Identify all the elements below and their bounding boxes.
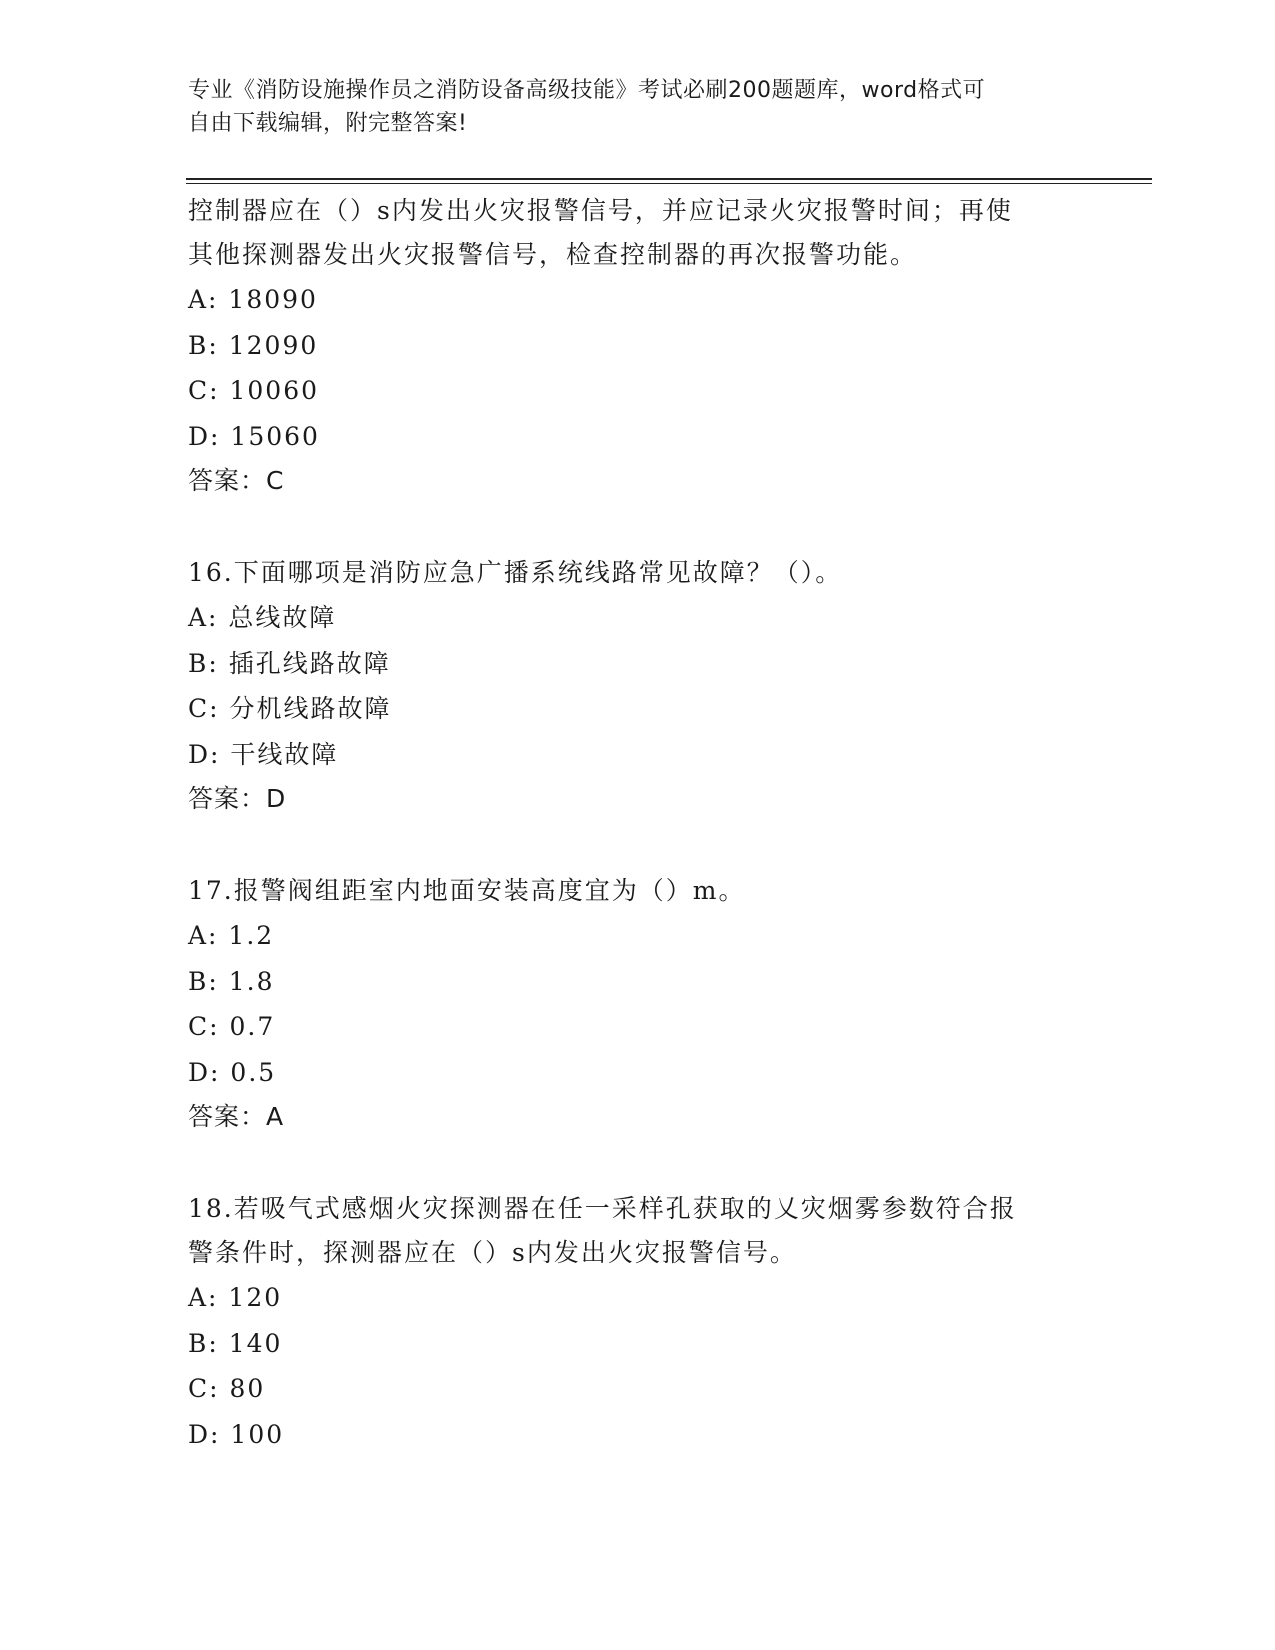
option-c: C: 10060 xyxy=(188,376,320,405)
question-16 xyxy=(188,551,1088,821)
question-15-continued xyxy=(188,189,1088,503)
question-stem-line: 控制器应在（）s内发出火灾报警信号，并应记录火灾报警时间；再使 xyxy=(188,196,1013,225)
option-d: D: 0.5 xyxy=(188,1057,277,1087)
document-header xyxy=(188,74,1088,140)
option-a: A: 18090 xyxy=(188,285,318,314)
answer-line: 答案：A xyxy=(188,1102,285,1131)
option-a: A: 1.2 xyxy=(188,921,275,950)
question-stem-line: 警条件时，探测器应在（）s内发出火灾报警信号。 xyxy=(188,1238,797,1267)
option-d: D: 100 xyxy=(188,1419,285,1449)
option-c: C: 80 xyxy=(188,1374,266,1403)
answer-line: 答案：D xyxy=(188,784,287,813)
option-c: C: 0.7 xyxy=(188,1012,276,1041)
header-divider xyxy=(186,178,1152,184)
option-b: B: 插孔线路故障 xyxy=(188,648,391,678)
question-stem-line: 其他探测器发出火灾报警信号，检查控制器的再次报警功能。 xyxy=(188,240,918,269)
question-stem-line: 18.若吸气式感烟火灾探测器在任一采样孔获取的乂灾烟雾参数符合报 xyxy=(188,1194,1017,1223)
option-b: B: 12090 xyxy=(188,330,319,360)
question-stem-line: 17.报警阀组距室内地面安装高度宜为（）m。 xyxy=(188,876,746,905)
option-a: A: 总线故障 xyxy=(188,603,337,632)
option-a: A: 120 xyxy=(188,1283,283,1312)
option-b: B: 140 xyxy=(188,1328,283,1358)
question-18 xyxy=(188,1187,1088,1457)
option-d: D: 15060 xyxy=(188,421,320,451)
option-c: C: 分机线路故障 xyxy=(188,694,392,723)
option-b: B: 1.8 xyxy=(188,966,275,996)
answer-line: 答案：C xyxy=(188,466,285,495)
question-stem-line: 16.下面哪项是消防应急广播系统线路常见故障？（）。 xyxy=(188,558,843,587)
question-list xyxy=(188,189,1088,1457)
header-line-2: 自由下载编辑，附完整答案! xyxy=(188,111,468,136)
option-d: D: 干线故障 xyxy=(188,739,339,769)
question-17 xyxy=(188,869,1088,1139)
header-line-1: 专业《消防设施操作员之消防设备高级技能》考试必刷200题题库，word格式可 xyxy=(188,78,986,103)
